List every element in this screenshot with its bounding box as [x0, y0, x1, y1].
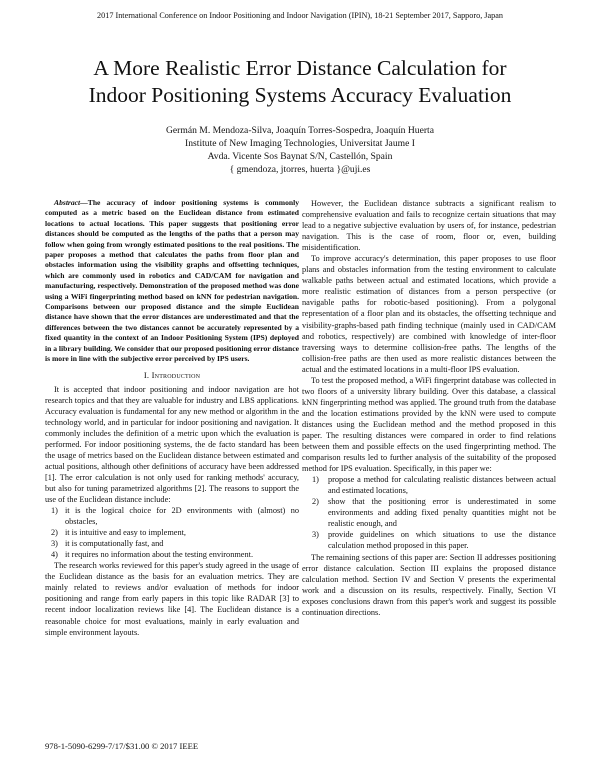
list-item	[302, 529, 556, 551]
paper-title	[20, 55, 580, 109]
title-line-1: A More Realistic Error Distance Calculation for	[93, 56, 507, 80]
author-names: Germán M. Mendoza-Silva, Joaquín Torres-Sospedra, Joaquín Huerta	[166, 125, 434, 136]
intro-paragraph-2: The research works reviewed for this paper's study agreed in the usage of the Euclidean distance as the basis for an evaluation metrics. They are mainly related to reviews and/or evaluation of methods for indoor positioning and range from early papers in this topic like RADAR [3] to recent indoor localization reviews like [4]. The Euclidean distance is a reasonable choice for most evaluations, mainly in early evaluation and simple environment layouts.	[45, 561, 299, 637]
list-item-text: it is intuitive and easy to implement,	[65, 528, 186, 538]
list-item-text: it is computationally fast, and	[65, 539, 164, 549]
conference-header: 2017 International Conference on Indoor Positioning and Indoor Navigation (IPIN), 18-21 September 2017, Sapporo, Japan	[97, 11, 503, 20]
right-paragraph-2: To improve accuracy's determination, this paper proposes to use floor plans and obstacles information from the testing environment to calculate walkable paths between actual and estimated locations, which provide a more realistic estimation of distances from a person perspective (or navigable paths for robotic-based positioning). From a polygonal representation of a floor plan and its obstacles, the offsetting technique and visibility-graphs-based path finding technique (mainly used in CAD/CAM and robotics, respectively) are combined with knowledge of inter-floor traversing ways to determine collision-free paths. The lengths of the collision-free paths are then used as more realistic distances between the actual and the estimated locations in a multi-floor IPS evaluation.	[302, 254, 556, 374]
list-item-number: 1)	[312, 475, 319, 485]
list-item-text: it requires no information about the testing environment.	[65, 550, 254, 560]
list-item	[45, 527, 299, 538]
copyright-footer: 978-1-5090-6299-7/17/$31.00 © 2017 IEEE	[45, 741, 199, 751]
right-paragraph-3: To test the proposed method, a WiFi fingerprint database was collected in two floors of a university library building. Over this database, a classical kNN fingerprinting method was applied. The ground truth from the database and the location estimations provided by the kNN were used to compute distances using the Euclidean method and the method proposed in this paper. The resulting distances were compared in order to find relations between them and possible effects on the used fingerprinting method. The comparison results led to further analysis of the suitability of the proposed method for IPS evaluation. Specifically, in this paper we:	[302, 375, 556, 474]
section-number: I.	[143, 369, 150, 380]
list-item-number: 1)	[51, 506, 58, 516]
list-item	[302, 496, 556, 529]
reasons-list	[45, 505, 299, 560]
list-item	[302, 474, 556, 496]
right-paragraph-4: The remaining sections of this paper are: Section II addresses positioning error distance calculation. Section III explains the proposed distance calculation method. Section IV and Section V presents the experimental work and a discussion on its results, respectively. Finally, Section VI exposes conclusions drawn from this paper's work and suggest its possible continuation directions.	[302, 552, 556, 617]
list-item-number: 3)	[51, 539, 58, 549]
list-item-text: propose a method for calculating realistic distances between actual and estimated locations,	[328, 475, 556, 496]
section-title: Introduction	[151, 369, 201, 380]
list-item-number: 2)	[312, 497, 319, 507]
list-item-text: provide guidelines on which situations to use the distance calculation method proposed in this paper.	[328, 530, 556, 551]
left-column	[45, 198, 299, 638]
section-heading-introduction	[45, 370, 299, 381]
list-item-number: 2)	[51, 528, 58, 538]
author-block	[0, 124, 600, 176]
author-emails: { gmendoza, jtorres, huerta }@uji.es	[229, 164, 371, 175]
list-item	[45, 505, 299, 527]
author-address: Avda. Vicente Sos Baynat S/N, Castellón, Spain	[207, 151, 393, 162]
abstract	[45, 198, 299, 365]
list-item-text: show that the positioning error is underestimated in some environments and adding fixed penalty quantities might not be realistic enough, and	[328, 497, 556, 529]
list-item	[45, 549, 299, 560]
list-item-number: 4)	[51, 550, 58, 560]
abstract-lead: Abstract	[54, 198, 81, 207]
title-line-2: Indoor Positioning Systems Accuracy Evaluation	[88, 83, 512, 107]
author-affiliation: Institute of New Imaging Technologies, Universitat Jaume I	[185, 138, 415, 149]
contributions-list	[302, 474, 556, 551]
intro-paragraph-1: It is accepted that indoor positioning and indoor navigation are hot research topics and that they are valuable for industry and LBS applications. Accuracy evaluation is fundamental for any new method or algorithm in the technology world, and in particular for indoor positioning and navigation. It commonly includes the definition of a metric upon which the evaluation is performed. For indoor positioning systems, the de facto standard has been the usage of metrics based on the Euclidean distance between estimated and actual positions, although other definitions of accuracy have been addressed [1]. The error calculation is not only used for ranking methods' accuracy, but also for tuning parametrized algorithms [2]. The reasons to support the use of the Euclidean distance include:	[45, 384, 299, 505]
right-paragraph-1: However, the Euclidean distance subtracts a significant realism to comprehensive evaluation and fails to recognize certain situations that may lead to a negative subjective evaluation by users of, for instance, pedestrian navigation. This is the case of room, floor or, even, building misidentification.	[302, 199, 556, 253]
list-item-number: 3)	[312, 530, 319, 540]
right-column	[302, 198, 556, 618]
list-item-text: it is the logical choice for 2D environments with (almost) no obstacles,	[65, 506, 299, 527]
list-item	[45, 538, 299, 549]
abstract-body: —The accuracy of indoor positioning systems is commonly computed as a metric based on the Euclidean distance from estimated locations to actual locations. This paper suggests that positioning error distances should be computed as the lengths of the paths that a person may follow when going from wrongly estimated positions to the real positions. The paper proposes a method that calculates the paths from floor plan and obstacles information using the visibility graphs and offsetting techniques, which are commonly used in robotics and CAD/CAM for navigation and manufacturing, respectively. Demonstration of the proposed method was done using a WiFi fingerprinting method based on kNN for pedestrian navigation. Comparisons between our proposed distance and the simple Euclidean distance have shown that the error distances are underestimated and that the differences between the two distances cannot be accurately represented by a fixed quantity in the context of an Indoor Positioning System (IPS) deployed in a library building. We consider that our proposed positioning error distance is more in line with the subjective error perceived by IPS users.	[45, 198, 300, 364]
